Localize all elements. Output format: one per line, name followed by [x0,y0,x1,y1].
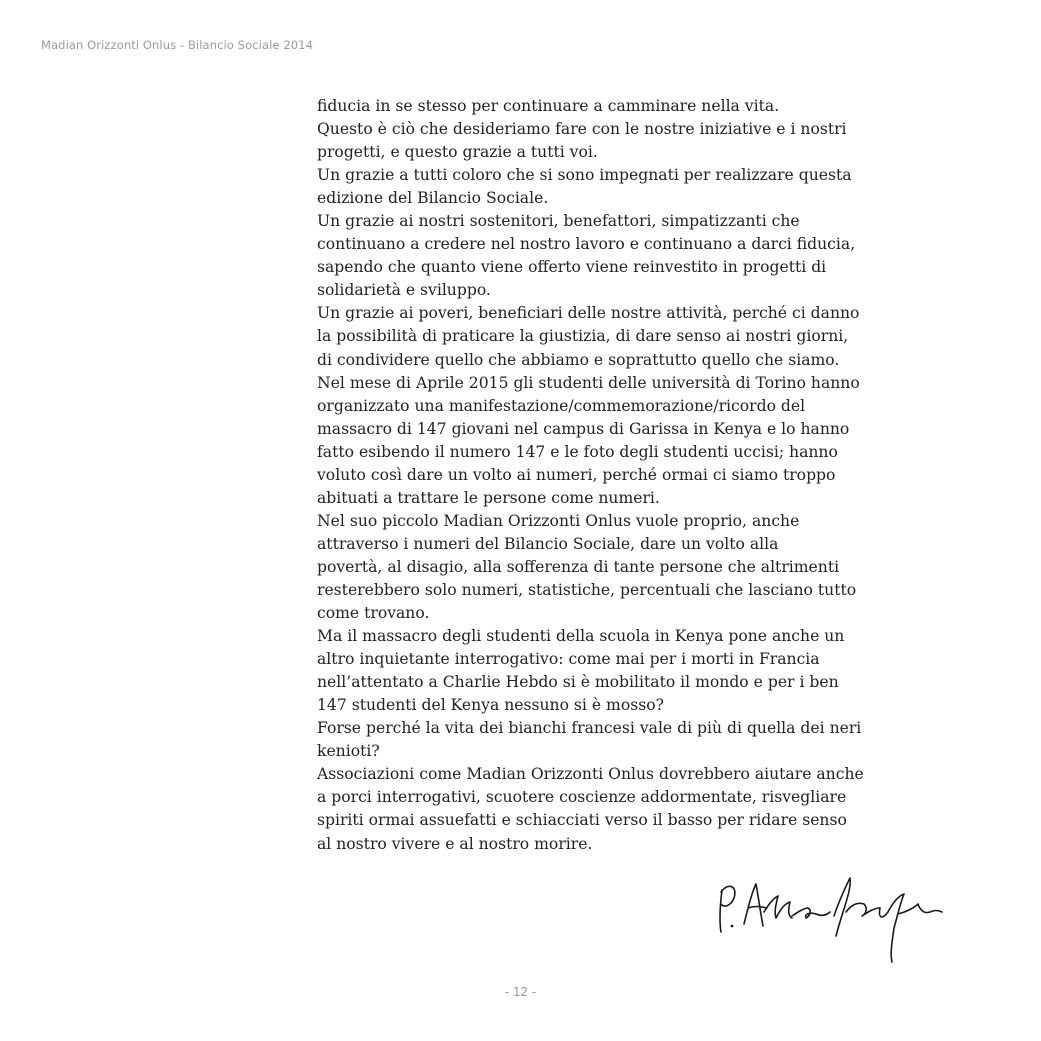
body-text [317,95,957,856]
body-line: organizzato una manifestazione/commemorazione/ricordo del [317,396,806,415]
body-line: Nel suo piccolo Madian Orizzonti Onlus vuole proprio, anche [317,511,800,530]
body-line: Ma il massacro degli studenti della scuola in Kenya pone anche un [317,627,845,646]
body-line: attraverso i numeri del Bilancio Sociale, dare un volto alla [317,534,779,553]
body-line: edizione del Bilancio Sociale. [317,189,549,208]
body-line: Un grazie ai nostri sostenitori, benefattori, simpatizzanti che [317,212,800,231]
body-line: kenioti? [317,742,380,761]
body-line: Associazioni come Madian Orizzonti Onlus dovrebbero aiutare anche [317,765,864,784]
body-line: Un grazie a tutti coloro che si sono impegnati per realizzare questa [317,166,852,185]
body-line: Questo è ciò che desideriamo fare con le nostre iniziative e i nostri [317,120,847,139]
body-line: continuano a credere nel nostro lavoro e continuano a darci fiducia, [317,235,856,254]
body-line: a porci interrogativi, scuotere coscienze addormentate, risvegliare [317,788,847,807]
body-line: spiriti ormai assuefatti e schiacciati verso il basso per ridare senso [317,811,847,830]
body-line: progetti, e questo grazie a tutti voi. [317,143,598,162]
body-line: solidarietà e sviluppo. [317,281,491,300]
body-line: di condividere quello che abbiamo e soprattutto quello che siamo. [317,350,840,369]
body-line: al nostro vivere e al nostro morire. [317,834,593,853]
body-line: abituati a trattare le persone come numeri. [317,488,660,507]
body-line: fiducia in se stesso per continuare a camminare nella vita. [317,97,780,115]
body-line: resterebbero solo numeri, statistiche, percentuali che lasciano tutto [317,580,857,599]
body-line: nell’attentato a Charlie Hebdo si è mobilitato il mondo e per i ben [317,673,839,692]
signature-icon [708,868,948,968]
body-line: povertà, al disagio, alla sofferenza di tante persone che altrimenti [317,557,840,576]
page-number: - 12 - [504,985,537,999]
body-line: 147 studenti del Kenya nessuno si è mosso? [317,696,664,715]
body-line: come trovano. [317,604,430,623]
body-line: massacro di 147 giovani nel campus di Garissa in Kenya e lo hanno [317,419,850,438]
body-line: voluto così dare un volto ai numeri, perché ormai ci siamo troppo [317,465,836,484]
body-line: Forse perché la vita dei bianchi francesi vale di più di quella dei neri [317,719,862,738]
body-line: sapendo che quanto viene offerto viene reinvestito in progetti di [317,258,827,277]
body-line: Un grazie ai poveri, beneficiari delle nostre attività, perché ci danno [317,304,860,323]
body-line: Nel mese di Aprile 2015 gli studenti delle università di Torino hanno [317,373,860,392]
body-line: fatto esibendo il numero 147 e le foto degli studenti uccisi; hanno [317,442,838,461]
body-line: altro inquietante interrogativo: come mai per i morti in Francia [317,650,820,669]
running-header: Madian Orizzonti Onlus - Bilancio Sociale 2014 [41,38,313,52]
body-line: la possibilità di praticare la giustizia, di dare senso ai nostri giorni, [317,327,849,346]
